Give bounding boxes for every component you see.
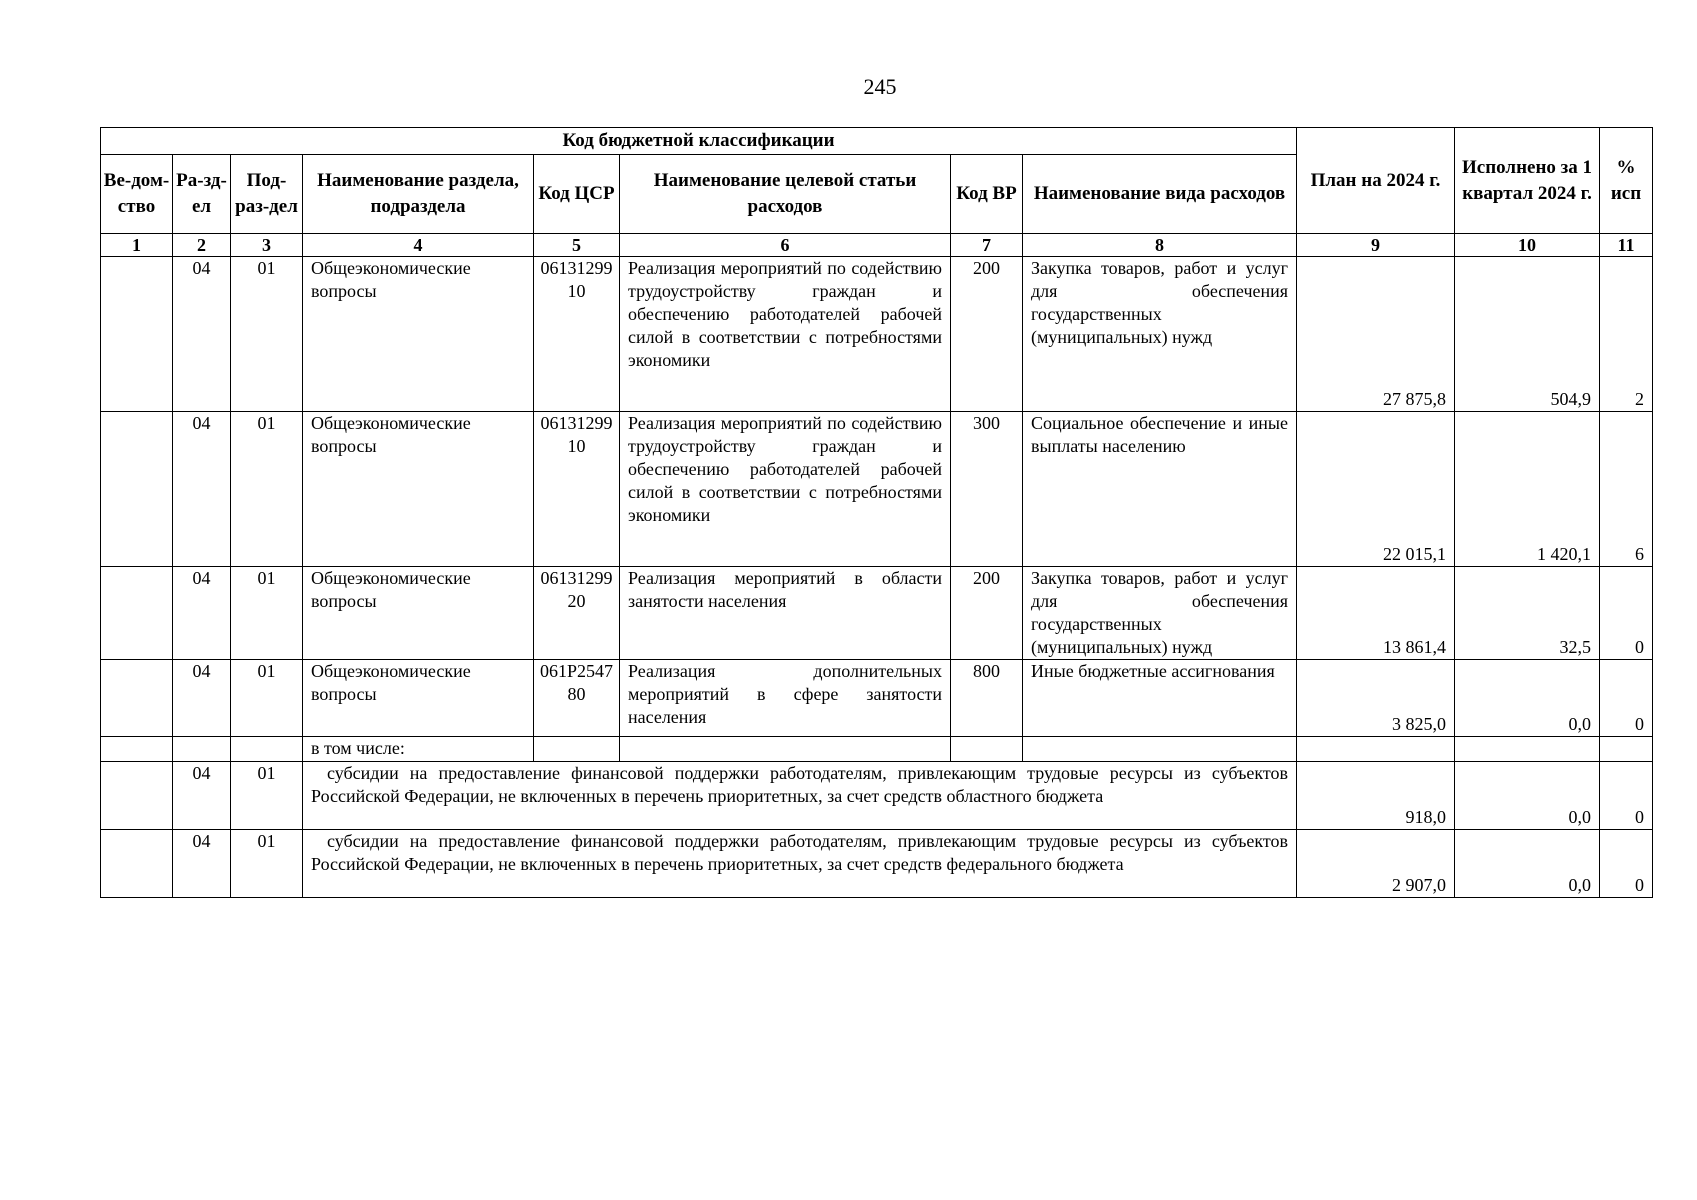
cell-done: 0,0 <box>1455 830 1600 898</box>
table-row <box>101 737 1653 762</box>
cell-name-target: Реализация мероприятий в области занятости населения <box>620 567 951 660</box>
cell-done: 504,9 <box>1455 257 1600 412</box>
cell-name-razdel: Общеэкономические вопросы <box>303 567 534 660</box>
col-number: 3 <box>231 234 303 257</box>
budget-classification-header: Код бюджетной классификации <box>101 128 1297 155</box>
cell-csr: 0613129920 <box>534 567 620 660</box>
cell-done: 1 420,1 <box>1455 412 1600 567</box>
col-number: 11 <box>1600 234 1653 257</box>
cell-csr: 0613129910 <box>534 257 620 412</box>
cell-pct: 0 <box>1600 567 1653 660</box>
cell-plan: 22 015,1 <box>1297 412 1455 567</box>
header-vr: Код ВР <box>951 155 1023 234</box>
page-number: 245 <box>863 74 897 99</box>
cell-vr: 300 <box>951 412 1023 567</box>
header-vedomstvo: Ве-дом-ство <box>101 155 173 234</box>
cell-pct: 0 <box>1600 660 1653 737</box>
cell-pct: 0 <box>1600 830 1653 898</box>
cell-subsidy-text: субсидии на предоставление финансовой поддержки работодателям, привлекающим трудовые ресурсы из субъектов Российской Федерации, не включенных в перечень приоритетных, за счет средств областного бюджета <box>303 762 1297 830</box>
cell-done: 0,0 <box>1455 660 1600 737</box>
cell-podrazdel: 01 <box>231 567 303 660</box>
cell-razdel: 04 <box>173 257 231 412</box>
col-number: 4 <box>303 234 534 257</box>
header-name-razdel: Наименование раздела, подраздела <box>303 155 534 234</box>
cell-csr: 061P254780 <box>534 660 620 737</box>
cell-vr: 200 <box>951 567 1023 660</box>
table-row <box>101 762 1653 830</box>
cell-plan: 13 861,4 <box>1297 567 1455 660</box>
col-number: 5 <box>534 234 620 257</box>
cell-name-target: Реализация дополнительных мероприятий в сфере занятости населения <box>620 660 951 737</box>
cell-plan: 2 907,0 <box>1297 830 1455 898</box>
cell-vedomstvo <box>101 660 173 737</box>
table-row <box>101 412 1653 567</box>
cell-razdel: 04 <box>173 660 231 737</box>
cell-pct: 0 <box>1600 762 1653 830</box>
cell-plan: 3 825,0 <box>1297 660 1455 737</box>
cell-name-vr: Закупка товаров, работ и услуг для обеспечения государственных (муниципальных) нужд <box>1023 567 1297 660</box>
col-number: 8 <box>1023 234 1297 257</box>
header-done: Исполнено за 1 квартал 2024 г. <box>1455 128 1600 234</box>
cell-subsidy-text: субсидии на предоставление финансовой поддержки работодателям, привлекающим трудовые ресурсы из субъектов Российской Федерации, не включенных в перечень приоритетных, за счет средств федерального бюджета <box>303 830 1297 898</box>
cell-vedomstvo <box>101 567 173 660</box>
cell-name-razdel: Общеэкономические вопросы <box>303 257 534 412</box>
cell-vr: 200 <box>951 257 1023 412</box>
header-pct: % исп <box>1600 128 1653 234</box>
cell-podrazdel: 01 <box>231 257 303 412</box>
header-podrazdel: Под-раз-дел <box>231 155 303 234</box>
cell-razdel: 04 <box>173 412 231 567</box>
cell-razdel: 04 <box>173 762 231 830</box>
budget-table <box>100 127 1653 898</box>
header-name-vr: Наименование вида расходов <box>1023 155 1297 234</box>
cell-csr: 0613129910 <box>534 412 620 567</box>
header-razdel: Ра-зд-ел <box>173 155 231 234</box>
cell-plan: 918,0 <box>1297 762 1455 830</box>
cell-podrazdel: 01 <box>231 830 303 898</box>
cell-name-razdel: Общеэкономические вопросы <box>303 660 534 737</box>
header-plan: План на 2024 г. <box>1297 128 1455 234</box>
cell-done: 32,5 <box>1455 567 1600 660</box>
cell-podrazdel: 01 <box>231 412 303 567</box>
table-row <box>101 660 1653 737</box>
cell-name-vr: Иные бюджетные ассигнования <box>1023 660 1297 737</box>
col-number: 7 <box>951 234 1023 257</box>
table-row <box>101 567 1653 660</box>
cell-pct: 6 <box>1600 412 1653 567</box>
cell-vedomstvo <box>101 257 173 412</box>
table-row <box>101 257 1653 412</box>
cell-vedomstvo <box>101 412 173 567</box>
cell-razdel: 04 <box>173 567 231 660</box>
col-number: 2 <box>173 234 231 257</box>
col-number: 9 <box>1297 234 1455 257</box>
cell-name-target: Реализация мероприятий по содействию трудоустройству граждан и обеспечению работодателей рабочей силой в соответствии с потребностями экономики <box>620 412 951 567</box>
cell-name-target: Реализация мероприятий по содействию трудоустройству граждан и обеспечению работодателей рабочей силой в соответствии с потребностями экономики <box>620 257 951 412</box>
table-row <box>101 830 1653 898</box>
cell-vr: 800 <box>951 660 1023 737</box>
cell-podrazdel: 01 <box>231 660 303 737</box>
cell-plan: 27 875,8 <box>1297 257 1455 412</box>
cell-razdel: 04 <box>173 830 231 898</box>
cell-done: 0,0 <box>1455 762 1600 830</box>
cell-name-vr: Закупка товаров, работ и услуг для обеспечения государственных (муниципальных) нужд <box>1023 257 1297 412</box>
cell-pct: 2 <box>1600 257 1653 412</box>
col-number: 10 <box>1455 234 1600 257</box>
col-number: 6 <box>620 234 951 257</box>
header-name-target: Наименование целевой статьи расходов <box>620 155 951 234</box>
header-csr: Код ЦСР <box>534 155 620 234</box>
including-label: в том числе: <box>303 737 534 762</box>
cell-name-razdel: Общеэкономические вопросы <box>303 412 534 567</box>
col-number: 1 <box>101 234 173 257</box>
cell-name-vr: Социальное обеспечение и иные выплаты населению <box>1023 412 1297 567</box>
cell-podrazdel: 01 <box>231 762 303 830</box>
